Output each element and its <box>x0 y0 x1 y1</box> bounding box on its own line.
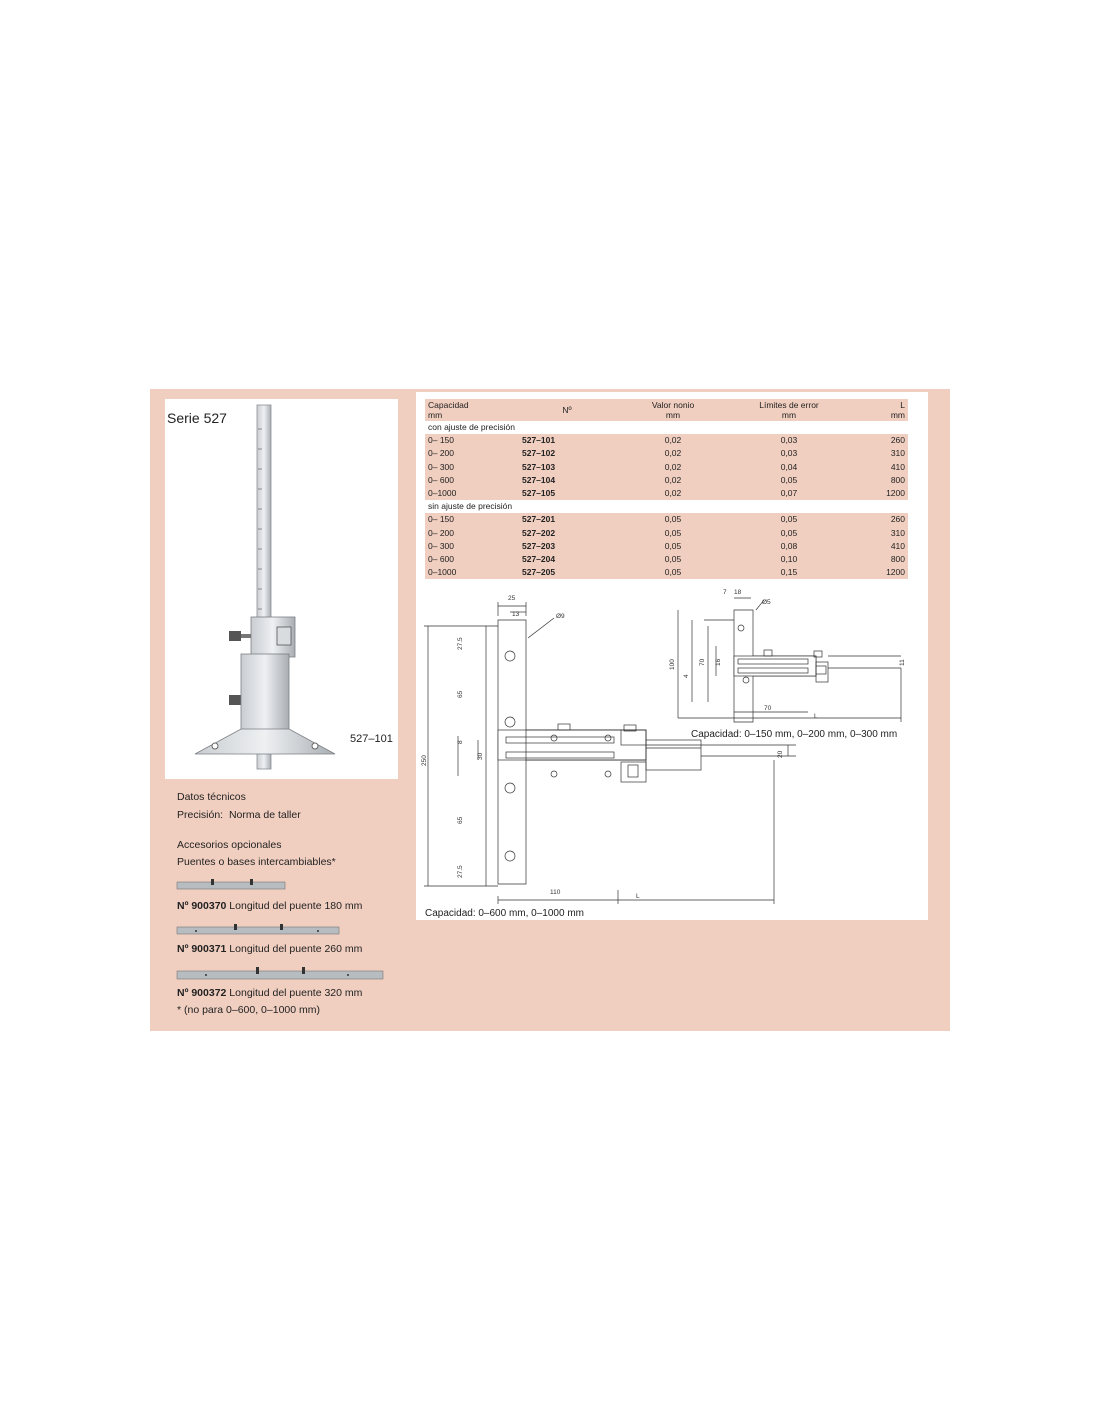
table-row <box>425 474 908 487</box>
table-row <box>425 513 908 526</box>
table-row <box>425 487 908 500</box>
table-cell: 0,05 <box>615 566 731 579</box>
accessories-footnote: * (no para 0–600, 0–1000 mm) <box>177 1004 321 1016</box>
table-cell: 527–101 <box>519 434 615 447</box>
dim-16: 16 <box>715 658 722 666</box>
table-group-row <box>425 500 908 513</box>
table-cell: 527–102 <box>519 447 615 460</box>
table-cell: 260 <box>847 434 908 447</box>
dim-250: 250 <box>421 755 428 766</box>
bridge-180-image <box>176 878 288 892</box>
accessory-number: Nº 900370 <box>177 900 227 912</box>
table-cell: 0– 600 <box>425 553 519 566</box>
table-cell: 527–202 <box>519 527 615 540</box>
accessories-heading: Accesorios opcionales <box>177 839 282 851</box>
dim-27-5-top: 27.5 <box>457 637 464 650</box>
dim-100: 100 <box>669 659 676 670</box>
table-cell: 0– 300 <box>425 540 519 553</box>
dim-110: 110 <box>550 889 561 896</box>
tech-heading: Datos técnicos <box>177 791 246 803</box>
dim-8: 8 <box>457 740 464 744</box>
table-row <box>425 540 908 553</box>
table-cell: 0,05 <box>615 553 731 566</box>
table-cell: 527–105 <box>519 487 615 500</box>
small-drawing-caption: Capacidad: 0–150 mm, 0–200 mm, 0–300 mm <box>691 729 898 740</box>
table-row <box>425 553 908 566</box>
bridge-260-image <box>176 923 342 937</box>
table-cell: 0,07 <box>731 487 847 500</box>
large-drawing-caption: Capacidad: 0–600 mm, 0–1000 mm <box>425 908 584 919</box>
technical-drawings <box>416 580 928 920</box>
dim-65-bottom: 65 <box>457 816 464 824</box>
table-cell: 0,03 <box>731 434 847 447</box>
table-cell: 0,10 <box>731 553 847 566</box>
accessory-item-900372 <box>177 987 362 999</box>
table-cell: 527–201 <box>519 513 615 526</box>
table-cell: 0,04 <box>731 461 847 474</box>
product-photo-panel <box>165 399 398 779</box>
dim-65-top: 65 <box>457 690 464 698</box>
table-cell: 0– 300 <box>425 461 519 474</box>
technical-drawing-panel <box>416 580 928 920</box>
dim-25: 25 <box>508 595 516 602</box>
table-cell: 0,02 <box>615 461 731 474</box>
accessory-number: Nº 900371 <box>177 943 227 955</box>
table-cell: 0–1000 <box>425 487 519 500</box>
dim-18: 18 <box>734 589 742 596</box>
dim-27-5-bottom: 27.5 <box>457 865 464 878</box>
spec-table-body <box>425 421 908 579</box>
spec-table <box>425 399 908 579</box>
accessory-number: Nº 900372 <box>177 987 227 999</box>
group-label: sin ajuste de precisión <box>425 500 908 513</box>
header-error-limits: Límites de error mm <box>731 399 847 421</box>
accessory-text: Longitud del puente 180 mm <box>229 900 363 912</box>
dim-70-h: 70 <box>764 705 772 712</box>
bridge-320-image <box>176 966 386 982</box>
table-cell: 310 <box>847 527 908 540</box>
depth-gauge-image <box>165 399 398 779</box>
table-cell: 800 <box>847 553 908 566</box>
table-cell: 0,15 <box>731 566 847 579</box>
table-cell: 1200 <box>847 566 908 579</box>
table-cell: 0,02 <box>615 447 731 460</box>
header-capacity: Capacidad mm <box>425 399 519 421</box>
table-cell: 527–104 <box>519 474 615 487</box>
table-cell: 0,05 <box>731 513 847 526</box>
dim-phi5: Ø5 <box>762 599 771 606</box>
table-cell: 1200 <box>847 487 908 500</box>
header-length: L mm <box>847 399 908 421</box>
table-cell: 0,08 <box>731 540 847 553</box>
table-row <box>425 527 908 540</box>
group-label: con ajuste de precisión <box>425 421 908 434</box>
table-cell: 310 <box>847 447 908 460</box>
table-cell: 410 <box>847 540 908 553</box>
photo-caption: 527–101 <box>350 733 393 745</box>
header-vernier: Valor nonio mm <box>615 399 731 421</box>
dim-30: 30 <box>477 752 484 760</box>
dim-L-small: L <box>814 713 818 720</box>
table-cell: 0–1000 <box>425 566 519 579</box>
series-title: Serie 527 <box>167 410 227 426</box>
table-cell: 0,05 <box>615 513 731 526</box>
table-cell: 0,05 <box>731 474 847 487</box>
table-cell: 0,05 <box>615 540 731 553</box>
table-cell: 800 <box>847 474 908 487</box>
table-row <box>425 434 908 447</box>
precision-value: Norma de taller <box>228 809 301 821</box>
accessories-subheading: Puentes o bases intercambiables* <box>177 856 336 868</box>
table-cell: 0,05 <box>615 527 731 540</box>
accessory-text: Longitud del puente 260 mm <box>229 943 363 955</box>
table-header-row <box>425 399 908 421</box>
table-cell: 527–205 <box>519 566 615 579</box>
table-cell: 0,03 <box>731 447 847 460</box>
accessory-item-900370 <box>177 900 362 912</box>
table-cell: 0– 200 <box>425 527 519 540</box>
table-cell: 0,02 <box>615 434 731 447</box>
table-row <box>425 461 908 474</box>
precision-label: Precisión: <box>177 809 224 821</box>
table-cell: 0,05 <box>731 527 847 540</box>
table-cell: 527–103 <box>519 461 615 474</box>
table-row <box>425 447 908 460</box>
table-cell: 527–203 <box>519 540 615 553</box>
table-cell: 527–204 <box>519 553 615 566</box>
table-cell: 0,02 <box>615 474 731 487</box>
dim-phi9: Ø9 <box>556 613 565 620</box>
table-cell: 410 <box>847 461 908 474</box>
table-row <box>425 566 908 579</box>
accessory-item-900371 <box>177 943 362 955</box>
dim-11: 11 <box>899 659 906 666</box>
dim-L-large: L <box>636 893 640 900</box>
dim-4: 4 <box>683 674 690 678</box>
precision-line <box>177 809 301 821</box>
dim-20: 20 <box>777 750 784 758</box>
table-cell: 0,02 <box>615 487 731 500</box>
dim-70-v: 70 <box>699 658 706 666</box>
table-cell: 260 <box>847 513 908 526</box>
header-number: Nº <box>519 399 615 421</box>
table-group-row <box>425 421 908 434</box>
dim-7: 7 <box>723 589 727 596</box>
table-cell: 0– 600 <box>425 474 519 487</box>
dim-13: 13 <box>512 611 520 618</box>
table-cell: 0– 200 <box>425 447 519 460</box>
table-cell: 0– 150 <box>425 434 519 447</box>
table-cell: 0– 150 <box>425 513 519 526</box>
accessory-text: Longitud del puente 320 mm <box>229 987 363 999</box>
